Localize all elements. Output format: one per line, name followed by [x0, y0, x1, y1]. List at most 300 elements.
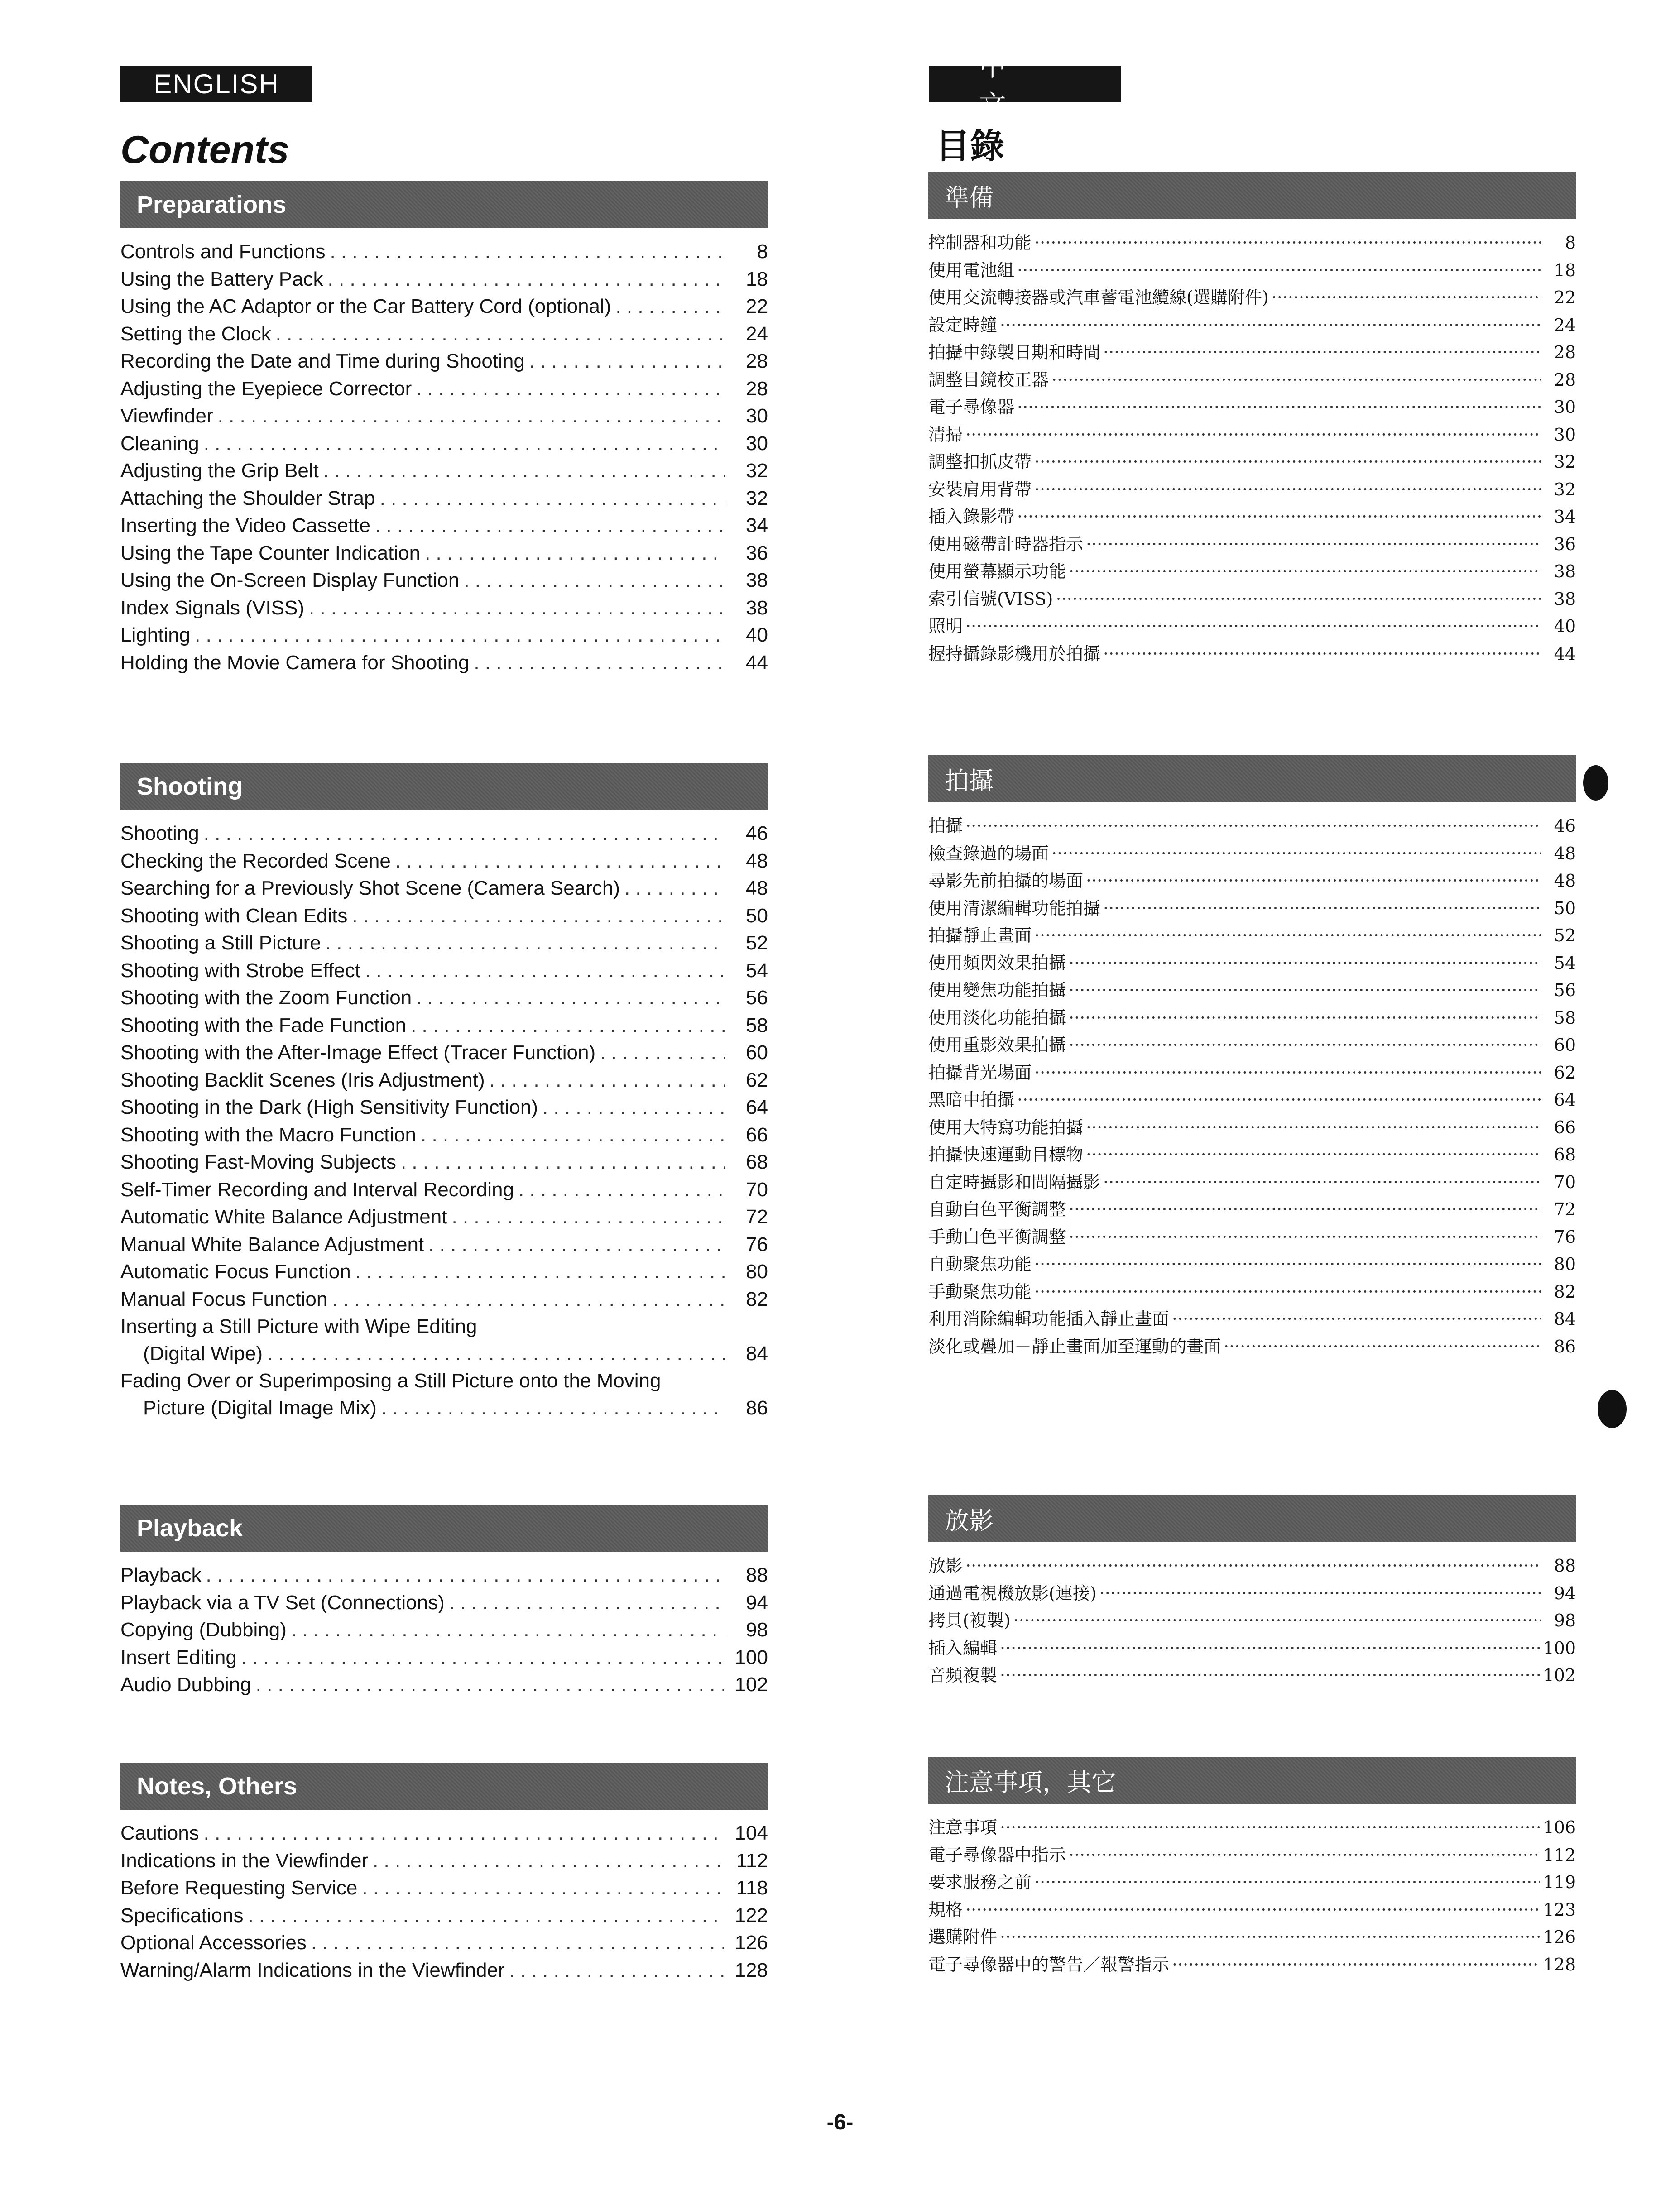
toc-entry[interactable] — [120, 457, 768, 485]
english-section-3 — [120, 1505, 768, 1699]
toc-entry-page: 30 — [746, 432, 768, 455]
toc-entry[interactable] — [928, 1607, 1576, 1635]
dot-leader — [1034, 1278, 1541, 1305]
toc-entry-title: Shooting with the Zoom Function — [120, 987, 412, 1009]
toc-entry-title: Fading Over or Superimposing a Still Picture onto the Moving — [120, 1370, 661, 1392]
dot-leader — [1051, 366, 1541, 393]
toc-entry-title: Automatic White Balance Adjustment — [120, 1206, 447, 1228]
dot-leader — [330, 238, 725, 265]
dot-leader — [380, 485, 725, 512]
toc-entry-title: 使用清潔編輯功能拍攝 — [928, 898, 1101, 918]
toc-entry[interactable] — [120, 820, 768, 848]
toc-entry-page: 94 — [1554, 1583, 1576, 1603]
dot-leader — [362, 1875, 725, 1902]
dot-leader — [1086, 1141, 1541, 1168]
dot-leader — [1051, 840, 1541, 867]
toc-entry[interactable] — [928, 1580, 1576, 1607]
toc-entry-title: 自動聚焦功能 — [928, 1254, 1032, 1274]
toc-entry-page: 44 — [1554, 643, 1576, 664]
toc-entry[interactable] — [928, 1278, 1576, 1306]
toc-entry-title: Shooting — [120, 822, 199, 844]
toc-entry[interactable] — [120, 1902, 768, 1930]
toc-entry-title: Audio Dubbing — [120, 1673, 251, 1696]
toc-entry[interactable] — [120, 875, 768, 902]
toc-entry-title: 注意事項 — [928, 1817, 998, 1837]
toc-entry-title: 拷貝(複製) — [928, 1611, 1011, 1630]
toc-entry[interactable] — [120, 848, 768, 875]
toc-entry[interactable] — [120, 1562, 768, 1589]
dot-leader — [965, 421, 1541, 448]
toc-entry[interactable] — [120, 403, 768, 430]
toc-entry[interactable] — [120, 540, 768, 567]
toc-entry[interactable] — [928, 1635, 1576, 1662]
toc-entry-page: 62 — [1554, 1062, 1576, 1083]
toc-entry[interactable] — [120, 1313, 768, 1367]
toc-entry[interactable] — [928, 476, 1576, 503]
dot-leader — [323, 457, 725, 484]
toc-entry-title: 照明 — [928, 616, 963, 636]
toc-entry[interactable] — [928, 812, 1576, 840]
toc-entry[interactable] — [928, 339, 1576, 366]
toc-entry[interactable] — [120, 1367, 768, 1422]
toc-entry-page: 126 — [1543, 1927, 1576, 1947]
toc-entry[interactable] — [120, 512, 768, 540]
toc-entry-page: 66 — [746, 1123, 768, 1146]
toc-entry-title: 拍攝 — [928, 816, 963, 836]
toc-entry[interactable] — [120, 1122, 768, 1149]
toc-entry-title: 清掃 — [928, 424, 963, 445]
toc-entry[interactable] — [928, 1059, 1576, 1087]
toc-entry-page: 104 — [734, 1822, 768, 1844]
dot-leader — [1017, 393, 1541, 421]
toc-entry-page: 82 — [746, 1288, 768, 1310]
toc-entry-title: 使用螢幕顯示功能 — [928, 561, 1066, 581]
toc-entry-page: 80 — [1554, 1254, 1576, 1274]
toc-entry[interactable] — [928, 421, 1576, 449]
toc-entry-title: Shooting with the Fade Function — [120, 1014, 407, 1036]
toc-entry-page: 112 — [1543, 1845, 1576, 1865]
toc-entry-title: 放影 — [928, 1556, 963, 1576]
toc-entry-page: 82 — [1554, 1281, 1576, 1302]
dot-leader — [1086, 531, 1541, 558]
toc-entry-page: 28 — [1554, 369, 1576, 390]
toc-entry[interactable] — [928, 1841, 1576, 1869]
toc-entry-title: Shooting Backlit Scenes (Iris Adjustment) — [120, 1069, 485, 1091]
toc-entry-page: 36 — [746, 542, 768, 564]
toc-entry-title-continued: Picture (Digital Image Mix) — [143, 1397, 377, 1419]
toc-entry[interactable] — [120, 1203, 768, 1231]
toc-entry[interactable] — [120, 1957, 768, 1985]
toc-entry-page: 72 — [746, 1206, 768, 1228]
toc-entry[interactable] — [120, 1847, 768, 1875]
section-header: 放影 — [928, 1495, 1576, 1542]
toc-entry-title: Manual Focus Function — [120, 1288, 328, 1310]
dot-leader — [401, 1149, 725, 1176]
dot-leader — [311, 1929, 724, 1956]
toc-entry-title: 檢查錄過的場面 — [928, 843, 1049, 863]
toc-entry-title: Self-Timer Recording and Interval Recording — [120, 1178, 514, 1201]
toc-entry-title: 淡化或疊加－靜止畫面加至運動的畫面 — [928, 1336, 1221, 1357]
toc-entry-page: 8 — [757, 240, 768, 263]
toc-entry-title: Adjusting the Eyepiece Corrector — [120, 377, 412, 400]
toc-entry[interactable] — [928, 312, 1576, 339]
ink-blot — [1598, 1390, 1627, 1428]
dot-leader — [375, 512, 725, 539]
toc-entry[interactable] — [120, 293, 768, 321]
toc-entry[interactable] — [928, 366, 1576, 394]
toc-entry-title: Shooting with Strobe Effect — [120, 959, 360, 982]
section-header: Preparations — [120, 181, 768, 228]
toc-entry-page: 58 — [1554, 1007, 1576, 1028]
toc-entry[interactable] — [120, 1671, 768, 1699]
toc-entry[interactable] — [928, 1552, 1576, 1580]
chinese-section-4 — [928, 1757, 1576, 1978]
toc-entry-page: 48 — [1554, 871, 1576, 891]
toc-entry[interactable] — [120, 1094, 768, 1122]
dot-leader — [352, 902, 725, 930]
dot-leader — [1034, 1251, 1541, 1278]
toc-entry-page: 32 — [746, 487, 768, 509]
toc-entry[interactable] — [928, 1662, 1576, 1689]
toc-entry-page: 122 — [734, 1904, 768, 1927]
toc-entry[interactable] — [120, 1231, 768, 1259]
toc-entry-page: 30 — [1554, 397, 1576, 417]
dot-leader — [256, 1671, 724, 1698]
toc-entry[interactable] — [120, 1644, 768, 1672]
toc-entry-page: 32 — [1554, 452, 1576, 472]
toc-entry-title: 握持攝錄影機用於拍攝 — [928, 643, 1101, 664]
dot-leader — [449, 1589, 725, 1616]
dot-leader — [1272, 284, 1541, 311]
toc-entry-title: 使用淡化功能拍攝 — [928, 1007, 1066, 1028]
dot-leader — [248, 1902, 724, 1929]
toc-entry-page: 76 — [1554, 1227, 1576, 1247]
toc-entry[interactable] — [120, 1616, 768, 1644]
toc-entry[interactable] — [928, 895, 1576, 922]
toc-entry-page: 54 — [746, 959, 768, 982]
toc-entry-page: 38 — [1554, 589, 1576, 609]
dot-leader — [328, 266, 725, 293]
dot-leader — [1034, 229, 1541, 256]
dot-leader — [542, 1094, 725, 1121]
dot-leader — [206, 1562, 725, 1589]
toc-entry[interactable] — [928, 1333, 1576, 1361]
toc-entry-title: 調整扣抓皮帶 — [928, 452, 1032, 472]
toc-entry[interactable] — [928, 1196, 1576, 1223]
toc-entry-page: 72 — [1554, 1199, 1576, 1219]
chinese-section-1 — [928, 172, 1576, 667]
toc-entry[interactable] — [928, 840, 1576, 868]
dot-leader — [1017, 1086, 1541, 1113]
toc-entry-title: 調整目鏡校正器 — [928, 369, 1049, 390]
dot-leader — [204, 820, 725, 847]
toc-entry[interactable] — [928, 1141, 1576, 1169]
toc-entry-page: 100 — [1543, 1638, 1576, 1658]
toc-entry[interactable] — [120, 1176, 768, 1204]
toc-entry-title: Copying (Dubbing) — [120, 1619, 287, 1641]
toc-entry[interactable] — [928, 503, 1576, 531]
ink-blot — [1583, 765, 1608, 801]
toc-entry-title: 選購附件 — [928, 1927, 998, 1947]
toc-entry[interactable] — [928, 1086, 1576, 1114]
dot-leader — [529, 348, 725, 375]
toc-entry[interactable] — [120, 375, 768, 403]
toc-entry[interactable] — [120, 930, 768, 957]
toc-entry[interactable] — [928, 1896, 1576, 1924]
toc-entry[interactable] — [120, 485, 768, 513]
dot-leader — [1103, 640, 1541, 667]
toc-entry-title: Shooting with the After-Image Effect (Tracer Function) — [120, 1041, 596, 1064]
toc-entry-page: 22 — [1554, 288, 1576, 307]
toc-entry[interactable] — [120, 1286, 768, 1314]
dot-leader — [965, 812, 1541, 839]
toc-entry[interactable] — [928, 558, 1576, 585]
toc-entry-page: 102 — [1543, 1665, 1576, 1685]
toc-entry-title: Using the On-Screen Display Function — [120, 569, 460, 591]
toc-entry[interactable] — [928, 1305, 1576, 1333]
toc-entry-page: 48 — [746, 877, 768, 899]
toc-entry[interactable] — [120, 594, 768, 622]
toc-entry[interactable] — [120, 984, 768, 1012]
toc-entry-title: 音頻複製 — [928, 1665, 998, 1685]
toc-entry[interactable] — [928, 1169, 1576, 1196]
toc-entry-page: 8 — [1565, 233, 1576, 253]
toc-entry[interactable] — [120, 1149, 768, 1176]
toc-entry-page: 106 — [1543, 1817, 1576, 1837]
dot-leader — [1034, 922, 1541, 949]
toc-entry-page: 46 — [1554, 816, 1576, 836]
toc-entry-title: Playback via a TV Set (Connections) — [120, 1591, 445, 1614]
toc-entry[interactable] — [928, 257, 1576, 284]
toc-entry[interactable] — [120, 902, 768, 930]
toc-entry-page: 62 — [746, 1069, 768, 1091]
toc-entry-title: Inserting a Still Picture with Wipe Editing — [120, 1315, 477, 1338]
toc-entry-title: Using the Battery Pack — [120, 268, 323, 290]
toc-entry[interactable] — [928, 448, 1576, 476]
english-section-4 — [120, 1763, 768, 1984]
toc-entry-page: 70 — [1554, 1172, 1576, 1192]
toc-entry-page: 94 — [746, 1591, 768, 1614]
toc-entry-page: 68 — [746, 1151, 768, 1173]
dot-leader — [267, 1340, 725, 1367]
dot-leader — [1000, 1662, 1540, 1689]
dot-leader — [218, 403, 725, 430]
toc-entry-page: 84 — [1554, 1309, 1576, 1329]
dot-leader — [474, 649, 725, 676]
toc-entry[interactable] — [928, 284, 1576, 312]
toc-entry[interactable] — [120, 348, 768, 375]
toc-entry-title: 自動白色平衡調整 — [928, 1199, 1066, 1219]
dot-leader — [1069, 1841, 1540, 1869]
dot-leader — [1034, 448, 1541, 475]
toc-entry-page: 119 — [1543, 1872, 1576, 1892]
toc-entry-title: Adjusting the Grip Belt — [120, 460, 319, 482]
toc-entry-page: 76 — [746, 1233, 768, 1256]
toc-entry-page: 30 — [746, 405, 768, 427]
contents-heading: Contents — [120, 128, 289, 172]
toc-entry-title: 安裝肩用背帶 — [928, 479, 1032, 499]
dot-leader — [615, 293, 725, 320]
toc-entry[interactable] — [928, 1951, 1576, 1979]
dot-leader — [518, 1176, 725, 1203]
dot-leader — [1017, 503, 1541, 530]
toc-entry[interactable] — [928, 1223, 1576, 1251]
toc-entry[interactable] — [120, 1039, 768, 1067]
toc-entry-title: 使用交流轉接器或汽車蓄電池纜線(選購附件) — [928, 288, 1269, 307]
dot-leader — [1172, 1305, 1541, 1333]
toc-entry[interactable] — [120, 238, 768, 266]
toc-entry-page: 32 — [1554, 479, 1576, 499]
dot-leader — [1103, 339, 1541, 366]
toc-entry-title: 黑暗中拍攝 — [928, 1090, 1015, 1110]
toc-entry-page: 38 — [1554, 561, 1576, 581]
toc-entry[interactable] — [120, 1067, 768, 1094]
english-section-2 — [120, 763, 768, 1422]
toc-entry-title: Shooting with Clean Edits — [120, 904, 348, 927]
dot-leader — [411, 1012, 725, 1039]
toc-entry[interactable] — [120, 321, 768, 348]
toc-entry-page: 84 — [746, 1342, 768, 1365]
toc-entry[interactable] — [928, 949, 1576, 977]
toc-entry-title: Shooting Fast-Moving Subjects — [120, 1151, 396, 1173]
toc-entry[interactable] — [928, 867, 1576, 895]
dot-leader — [241, 1644, 724, 1671]
toc-entry-page: 60 — [746, 1041, 768, 1064]
toc-entry[interactable] — [120, 622, 768, 649]
toc-entry[interactable] — [928, 531, 1576, 558]
toc-entry-page: 88 — [746, 1564, 768, 1586]
toc-entry-page: 40 — [746, 624, 768, 646]
toc-entry[interactable] — [120, 1875, 768, 1902]
toc-entry-title: 插入編輯 — [928, 1638, 998, 1658]
toc-entry-page: 48 — [746, 849, 768, 872]
toc-entry[interactable] — [928, 613, 1576, 640]
toc-entry-page: 32 — [746, 460, 768, 482]
toc-entry-page: 34 — [746, 514, 768, 537]
section-header: 注意事項，其它 — [928, 1757, 1576, 1804]
dot-leader — [1017, 257, 1541, 284]
toc-entry-page: 38 — [746, 569, 768, 591]
dot-leader — [1069, 558, 1541, 585]
toc-entry-page: 28 — [746, 377, 768, 400]
dot-leader — [1069, 977, 1541, 1004]
toc-entry[interactable] — [120, 1929, 768, 1957]
dot-leader — [381, 1395, 725, 1422]
toc-entry-title: 拍攝中錄製日期和時間 — [928, 342, 1101, 362]
toc-entry-title: Setting the Clock — [120, 322, 271, 345]
dot-leader — [1069, 1196, 1541, 1223]
dot-leader — [1069, 1004, 1541, 1031]
dot-leader — [1056, 585, 1541, 613]
english-language-badge: ENGLISH — [120, 66, 312, 102]
toc-entry[interactable] — [120, 1258, 768, 1286]
toc-entry[interactable] — [928, 977, 1576, 1004]
toc-entry-page: 28 — [1554, 342, 1576, 362]
dot-leader — [421, 1122, 725, 1149]
toc-entry-page: 88 — [1554, 1556, 1576, 1576]
toc-entry[interactable] — [120, 1589, 768, 1617]
toc-entry-title: Viewfinder — [120, 405, 213, 427]
toc-entry-title: 控制器和功能 — [928, 233, 1032, 253]
toc-entry-title: Indications in the Viewfinder — [120, 1849, 369, 1872]
toc-entry-page: 52 — [1554, 925, 1576, 945]
toc-entry-page: 60 — [1554, 1035, 1576, 1055]
toc-entry[interactable] — [928, 585, 1576, 613]
toc-entry-title: Lighting — [120, 624, 191, 646]
toc-entry[interactable] — [928, 1004, 1576, 1032]
toc-entry-title: 自定時攝影和間隔攝影 — [928, 1172, 1101, 1192]
toc-entry-title: Automatic Focus Function — [120, 1261, 351, 1283]
toc-entry-title: 通過電視機放影(連接) — [928, 1583, 1097, 1603]
toc-entry-title: 手動聚焦功能 — [928, 1281, 1032, 1302]
toc-entry[interactable] — [928, 393, 1576, 421]
toc-entry[interactable] — [120, 567, 768, 594]
dot-leader — [624, 875, 725, 902]
toc-entry[interactable] — [120, 957, 768, 985]
dot-leader — [451, 1203, 725, 1231]
toc-entry-page: 22 — [746, 295, 768, 317]
toc-entry[interactable] — [928, 1869, 1576, 1896]
toc-entry[interactable] — [120, 430, 768, 458]
section-header: Playback — [120, 1505, 768, 1552]
toc-entry-page: 18 — [1554, 260, 1576, 280]
toc-entry[interactable] — [928, 1114, 1576, 1141]
toc-entry[interactable] — [928, 1251, 1576, 1278]
toc-entry-title: Warning/Alarm Indications in the Viewfinder — [120, 1959, 505, 1981]
toc-entry-page: 44 — [746, 651, 768, 674]
toc-entry[interactable] — [928, 640, 1576, 668]
toc-entry-title: Playback — [120, 1564, 202, 1586]
dot-leader — [1069, 1223, 1541, 1251]
page-number: -6- — [826, 2110, 854, 2134]
dot-leader — [965, 1552, 1541, 1579]
toc-entry-title: 使用變焦功能拍攝 — [928, 980, 1066, 1000]
toc-entry[interactable] — [928, 922, 1576, 949]
toc-entry-title: 使用重影效果拍攝 — [928, 1035, 1066, 1055]
toc-entry-page: 56 — [1554, 980, 1576, 1000]
dot-leader — [1013, 1607, 1541, 1634]
toc-entry[interactable] — [120, 1820, 768, 1847]
toc-entry-page: 64 — [1554, 1090, 1576, 1110]
toc-entry-title: 使用頻閃效果拍攝 — [928, 953, 1066, 973]
dot-leader — [1086, 1114, 1541, 1141]
toc-entry-page: 58 — [746, 1014, 768, 1036]
dot-leader — [1069, 1031, 1541, 1059]
toc-entry[interactable] — [928, 1031, 1576, 1059]
toc-entry[interactable] — [120, 649, 768, 677]
dot-leader — [373, 1847, 725, 1875]
dot-leader — [195, 622, 725, 649]
dot-leader — [428, 1231, 725, 1258]
toc-entry-title: Insert Editing — [120, 1646, 237, 1668]
toc-entry[interactable] — [928, 1923, 1576, 1951]
dot-leader — [1034, 476, 1541, 503]
toc-entry[interactable] — [120, 266, 768, 293]
toc-entry[interactable] — [120, 1012, 768, 1040]
toc-entry-title: Manual White Balance Adjustment — [120, 1233, 424, 1256]
dot-leader — [1000, 312, 1541, 339]
toc-entry-title: Using the AC Adaptor or the Car Battery Cord (optional) — [120, 295, 611, 317]
toc-entry[interactable] — [928, 1814, 1576, 1841]
toc-entry[interactable] — [928, 229, 1576, 257]
toc-entry-title: 電子尋像器中的警告／報警指示 — [928, 1954, 1170, 1975]
dot-leader — [416, 984, 725, 1012]
toc-entry-page: 50 — [746, 904, 768, 927]
toc-entry-page: 86 — [1554, 1336, 1576, 1357]
dot-leader — [326, 930, 725, 957]
toc-entry-title: 插入錄影帶 — [928, 507, 1015, 527]
toc-entry-page: 24 — [1554, 315, 1576, 335]
